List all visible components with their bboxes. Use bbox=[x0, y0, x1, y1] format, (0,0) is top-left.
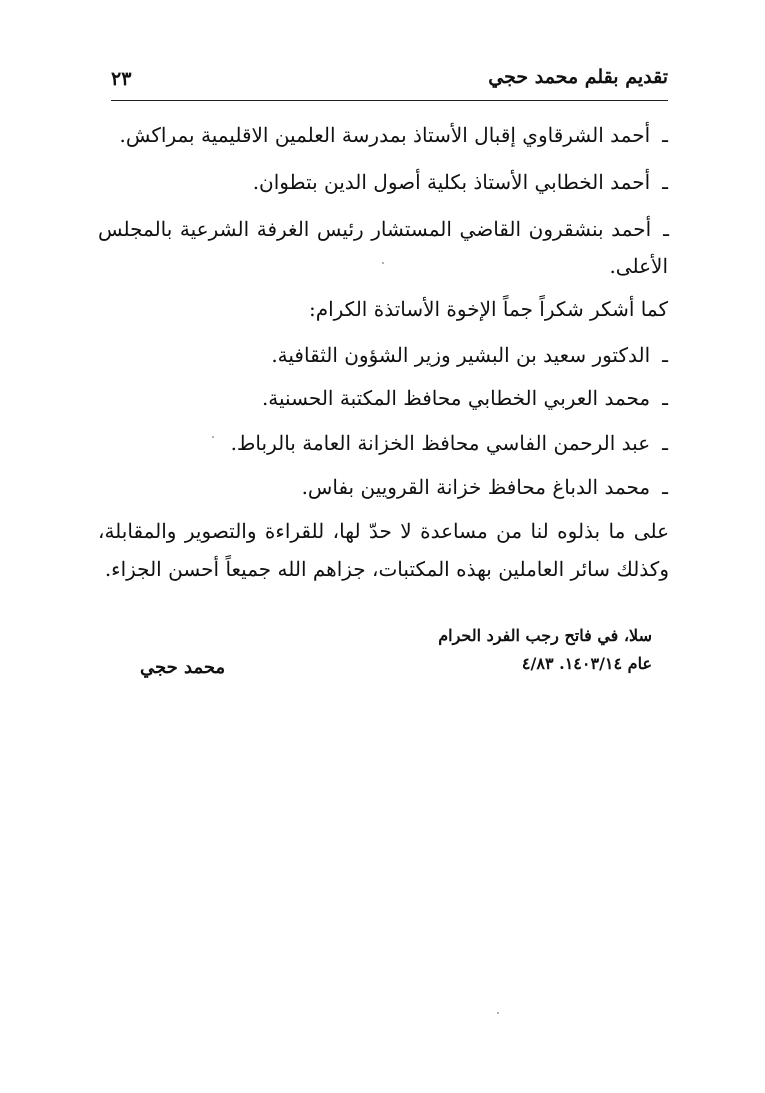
list-item bbox=[302, 472, 668, 502]
list-item bbox=[271, 340, 668, 370]
list-item bbox=[253, 167, 668, 197]
signature-place: سلا، في فاتح رجب الفرد الحرام bbox=[438, 626, 652, 645]
scan-speck bbox=[212, 436, 214, 438]
list-item-text: محمد العربي الخطابي محافظ المكتبة الحسنية. bbox=[261, 386, 651, 410]
scan-speck bbox=[382, 262, 384, 264]
list-item-continuation: الأعلى. bbox=[609, 254, 668, 278]
list-item bbox=[98, 214, 669, 244]
intro-paragraph: كما أشكر شكراً جماً الإخوة الأساتذة الكرام: bbox=[308, 297, 668, 321]
list-item-text: أحمد بنشقرون القاضي المستشار رئيس الغرفة الشرعية بالمجلس bbox=[98, 217, 652, 241]
page-number: ٢٣ bbox=[111, 68, 132, 90]
signature-date: عام ١٤٠٣/١٤. ٤/٨٣ bbox=[521, 654, 652, 673]
closing-paragraph-line: وكذلك سائر العاملين بهذه المكتبات، جزاهم الله جميعاً أحسن الجزاء. bbox=[104, 557, 669, 581]
list-item-text: عبد الرحمن الفاسي محافظ الخزانة العامة بالرباط. bbox=[230, 431, 651, 455]
list-item-text: محمد الدباغ محافظ خزانة القرويين بفاس. bbox=[301, 475, 651, 499]
running-title: تقديم بقلم محمد حجي bbox=[488, 66, 668, 88]
list-dash: ـ bbox=[662, 475, 668, 499]
closing-paragraph-line: على ما بذلوه لنا من مساعدة لا حدّ لها، للقراءة والتصوير والمقابلة، bbox=[98, 519, 669, 543]
list-item-text: أحمد الخطابي الأستاذ بكلية أصول الدين بتطوان. bbox=[252, 170, 651, 194]
scan-speck bbox=[497, 1012, 499, 1014]
list-dash: ـ bbox=[662, 431, 668, 455]
list-item bbox=[262, 383, 668, 413]
list-dash: ـ bbox=[662, 343, 668, 367]
list-dash: ـ bbox=[662, 170, 668, 194]
signature-name: محمد حجي bbox=[140, 657, 226, 678]
list-dash: ـ bbox=[662, 386, 668, 410]
page-header bbox=[111, 66, 668, 100]
list-item bbox=[120, 120, 668, 150]
header-rule bbox=[111, 100, 668, 101]
list-dash: ـ bbox=[663, 217, 669, 241]
list-item-text: الدكتور سعيد بن البشير وزير الشؤون الثقافية. bbox=[271, 343, 651, 367]
list-dash: ـ bbox=[662, 123, 668, 147]
list-item-text: أحمد الشرقاوي إقبال الأستاذ بمدرسة العلمين الاقليمية بمراكش. bbox=[119, 123, 651, 147]
list-item bbox=[231, 428, 668, 458]
